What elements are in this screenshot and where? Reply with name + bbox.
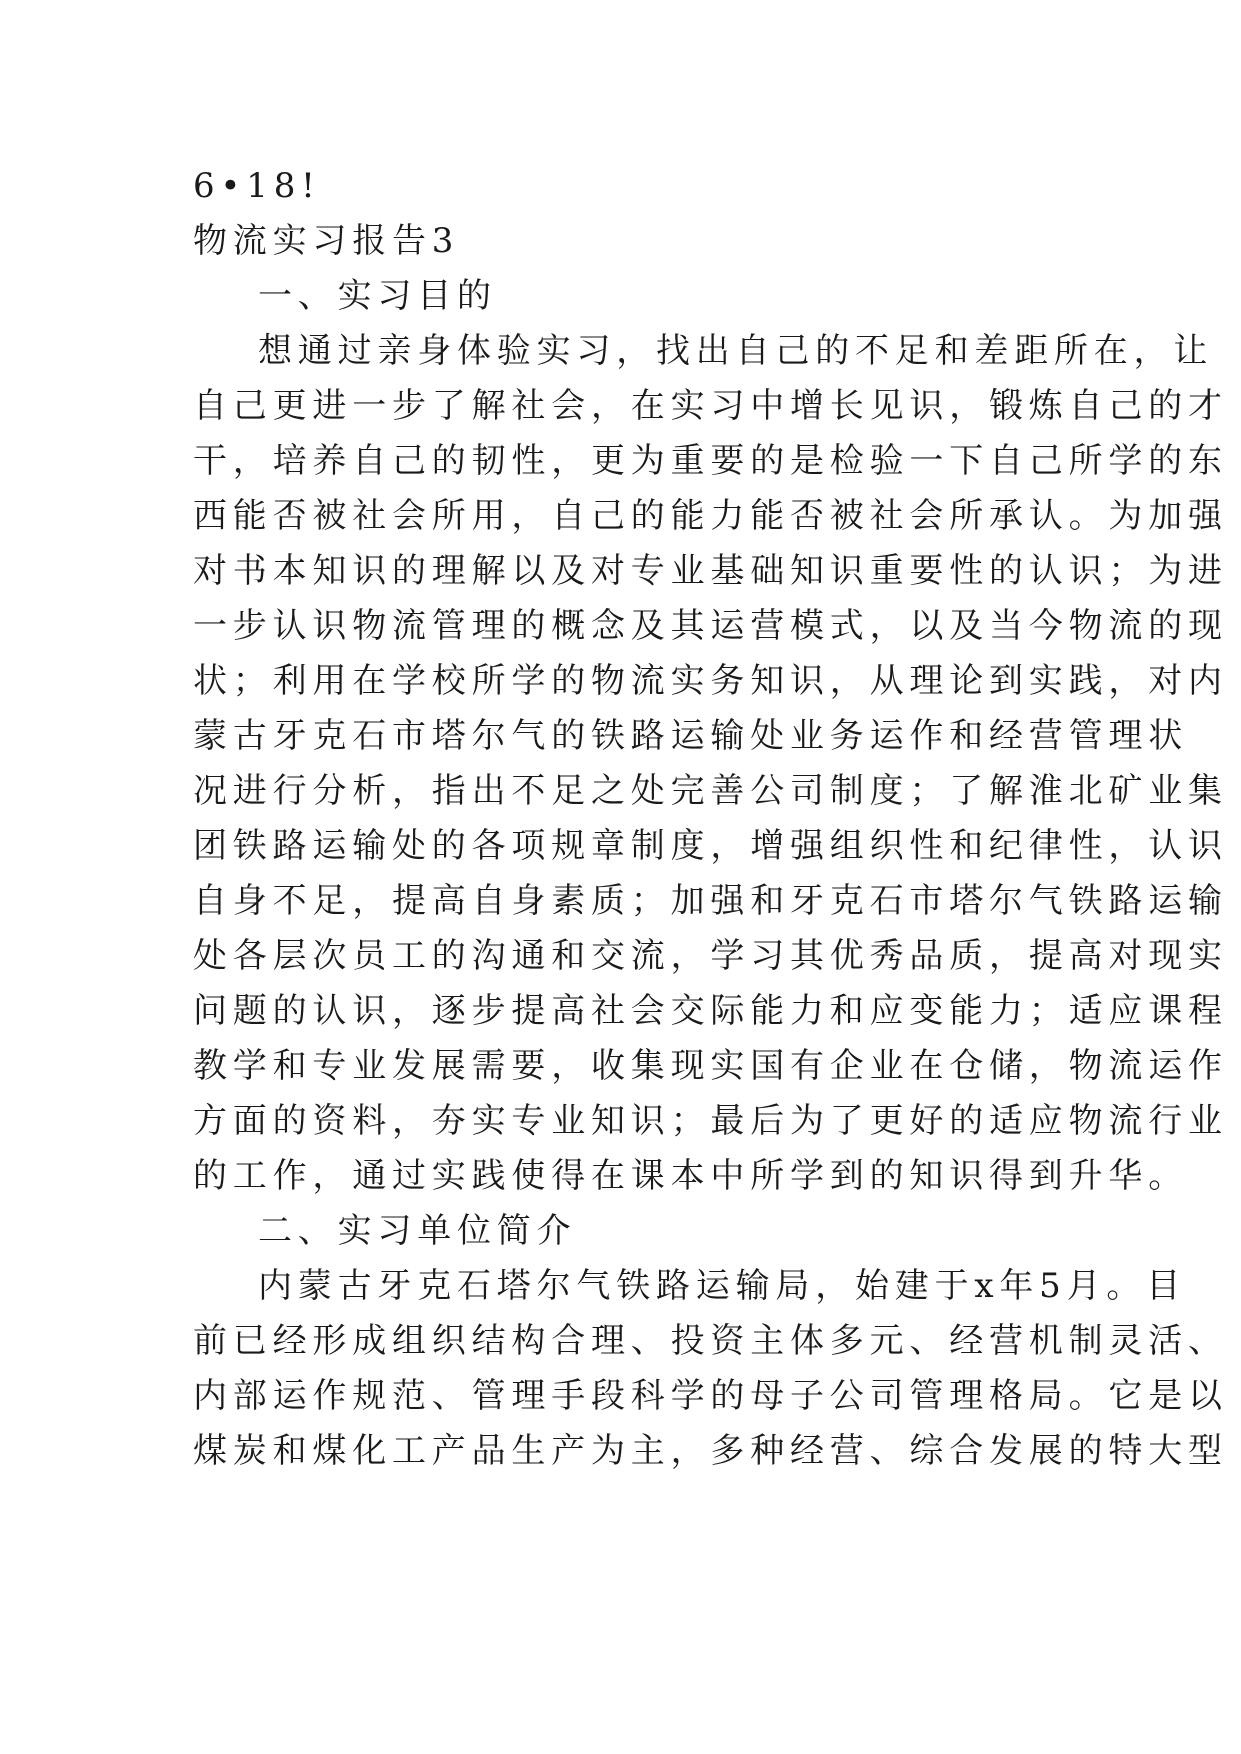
paragraph-line: 西能否被社会所用，自己的能力能否被社会所承认。为加强 bbox=[193, 496, 1228, 536]
paragraph-line: 方面的资料，夯实专业知识；最后为了更好的适应物流行业 bbox=[193, 1101, 1228, 1141]
section-heading-company-intro: 二、实习单位简介 bbox=[258, 1211, 577, 1251]
paragraph-line: 煤炭和煤化工产品生产为主，多种经营、综合发展的特大型 bbox=[193, 1431, 1228, 1471]
paragraph-line: 况进行分析，指出不足之处完善公司制度；了解淮北矿业集 bbox=[193, 771, 1228, 811]
paragraph-line: 处各层次员工的沟通和交流，学习其优秀品质，提高对现实 bbox=[193, 936, 1228, 976]
section-heading-purpose: 一、实习目的 bbox=[258, 276, 497, 316]
paragraph-line: 对书本知识的理解以及对专业基础知识重要性的认识；为进 bbox=[193, 551, 1228, 591]
paragraph-line: 一步认识物流管理的概念及其运营模式，以及当今物流的现 bbox=[193, 606, 1228, 646]
paragraph-line: 内部运作规范、管理手段科学的母子公司管理格局。它是以 bbox=[193, 1376, 1228, 1416]
paragraph-line: 想通过亲身体验实习，找出自己的不足和差距所在，让 bbox=[258, 331, 1214, 371]
paragraph-line: 教学和专业发展需要，收集现实国有企业在仓储，物流运作 bbox=[193, 1046, 1228, 1086]
paragraph-line: 内蒙古牙克石塔尔气铁路运输局，始建于x年5月。目 bbox=[258, 1266, 1187, 1306]
paragraph-line: 干，培养自己的韧性，更为重要的是检验一下自己所学的东 bbox=[193, 441, 1228, 481]
paragraph-line: 蒙古牙克石市塔尔气的铁路运输处业务运作和经营管理状 bbox=[193, 716, 1188, 756]
document-title: 物流实习报告3 bbox=[193, 221, 460, 261]
paragraph-line: 状；利用在学校所学的物流实务知识，从理论到实践，对内 bbox=[193, 661, 1228, 701]
paragraph-line: 问题的认识，逐步提高社会交际能力和应变能力；适应课程 bbox=[193, 991, 1228, 1031]
paragraph-line: 团铁路运输处的各项规章制度，增强组织性和纪律性，认识 bbox=[193, 826, 1228, 866]
paragraph-line: 的工作，通过实践使得在课本中所学到的知识得到升华。 bbox=[193, 1156, 1188, 1196]
page-fragment-text: 6•18! bbox=[193, 166, 321, 206]
paragraph-line: 自身不足，提高自身素质；加强和牙克石市塔尔气铁路运输 bbox=[193, 881, 1228, 921]
paragraph-line: 自己更进一步了解社会，在实习中增长见识，锻炼自己的才 bbox=[193, 386, 1228, 426]
paragraph-line: 前已经形成组织结构合理、投资主体多元、经营机制灵活、 bbox=[193, 1321, 1228, 1361]
